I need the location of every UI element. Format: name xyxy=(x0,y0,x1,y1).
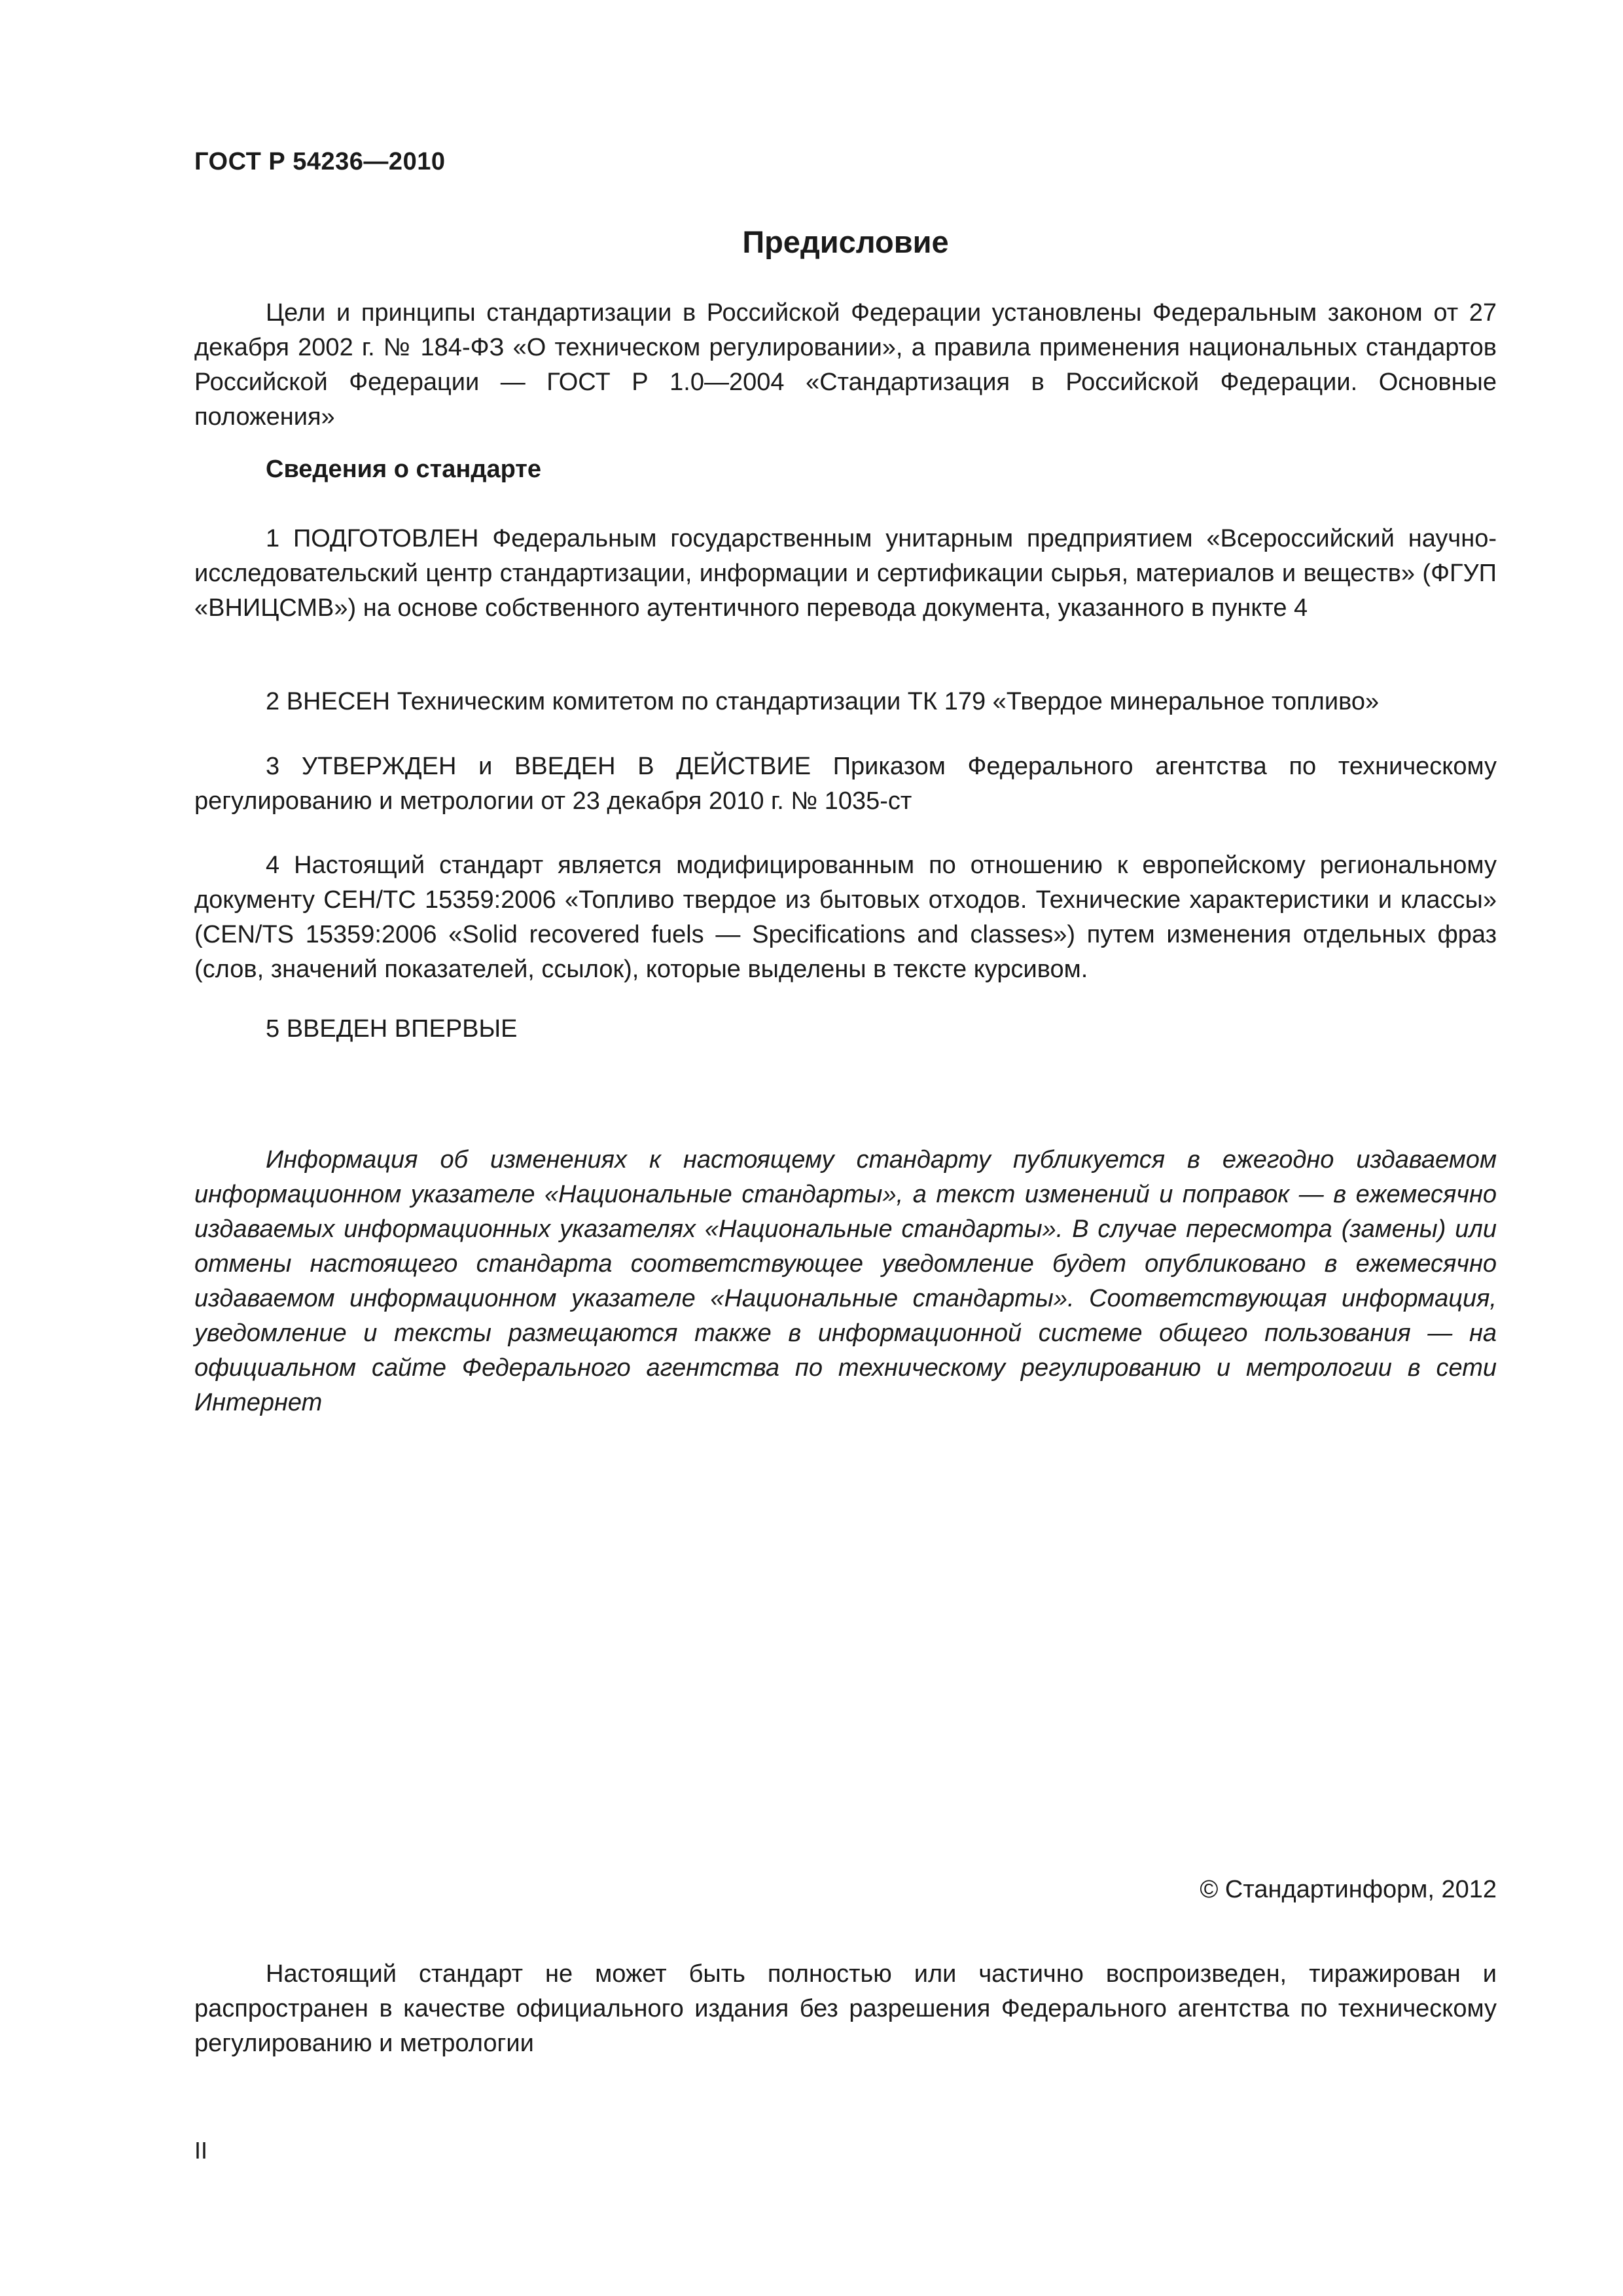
item-3-paragraph: 3 УТВЕРЖДЕН и ВВЕДЕН В ДЕЙСТВИЕ Приказом Федерального агентства по техническому регулированию и метрологии от 23 декабря 2010 г. № 1035-ст xyxy=(194,753,1497,815)
page-number: II xyxy=(194,2137,208,2164)
section-heading: Сведения о стандарте xyxy=(266,456,542,483)
reproduction-notice-paragraph: Настоящий стандарт не может быть полностью или частично воспроизведен, тиражирован и распространен в качестве официального издания без разрешения Федерального агентства по техническому регулированию и метрологии xyxy=(194,1960,1497,2057)
intro-paragraph: Цели и принципы стандартизации в Российской Федерации установлены Федеральным законом от 27 декабря 2002 г. № 184-ФЗ «О техническом регулировании», а правила применения национальных стандартов Российской Федерации — ГОСТ Р 1.0—2004 «Стандартизация в Российской Федерации. Основные положения» xyxy=(194,299,1497,431)
page-title: Предисловие xyxy=(742,224,949,259)
item-2-paragraph: 2 ВНЕСЕН Техническим комитетом по стандартизации ТК 179 «Твердое минеральное топливо» xyxy=(266,688,1380,715)
item-5-paragraph: 5 ВВЕДЕН ВПЕРВЫЕ xyxy=(266,1015,518,1043)
item-1-paragraph: 1 ПОДГОТОВЛЕН Федеральным государственным унитарным предприятием «Всероссийский научно-исследовательский центр стандартизации, информации и сертификации сырья, материалов и веществ» (ФГУП «ВНИЦСМВ») на основе собственного аутентичного перевода документа, указанного в пункте 4 xyxy=(194,525,1497,622)
item-4-paragraph: 4 Настоящий стандарт является модифицированным по отношению к европейскому региональному документу СЕН/ТС 15359:2006 «Топливо твердое из бытовых отходов. Технические характеристики и классы» (CEN/TS 15359:2006 «Solid recovered fuels — Specifications and classes») путем изменения отдельных фраз (слов, значений показателей, ссылок), которые выделены в тексте курсивом. xyxy=(194,852,1497,983)
copyright-line: © Стандартинформ, 2012 xyxy=(1200,1876,1497,1903)
standard-code-header: ГОСТ Р 54236—2010 xyxy=(194,148,446,175)
info-notice-paragraph: Информация об изменениях к настоящему стандарту публикуется в ежегодно издаваемом информационном указателе «Национальные стандарты», а текст изменений и поправок — в ежемесячно издаваемых информационных указателях «Национальные стандарты». В случае пересмотра (замены) или отмены настоящего стандарта соответствующее уведомление будет опубликовано в ежемесячно издаваемом информационном указателе «Национальные стандарты». Соответствующая информация, уведомление и тексты размещаются также в информационной системе общего пользования — на официальном сайте Федерального агентства по техническому регулированию и метрологии в сети Интернет xyxy=(194,1146,1497,1416)
